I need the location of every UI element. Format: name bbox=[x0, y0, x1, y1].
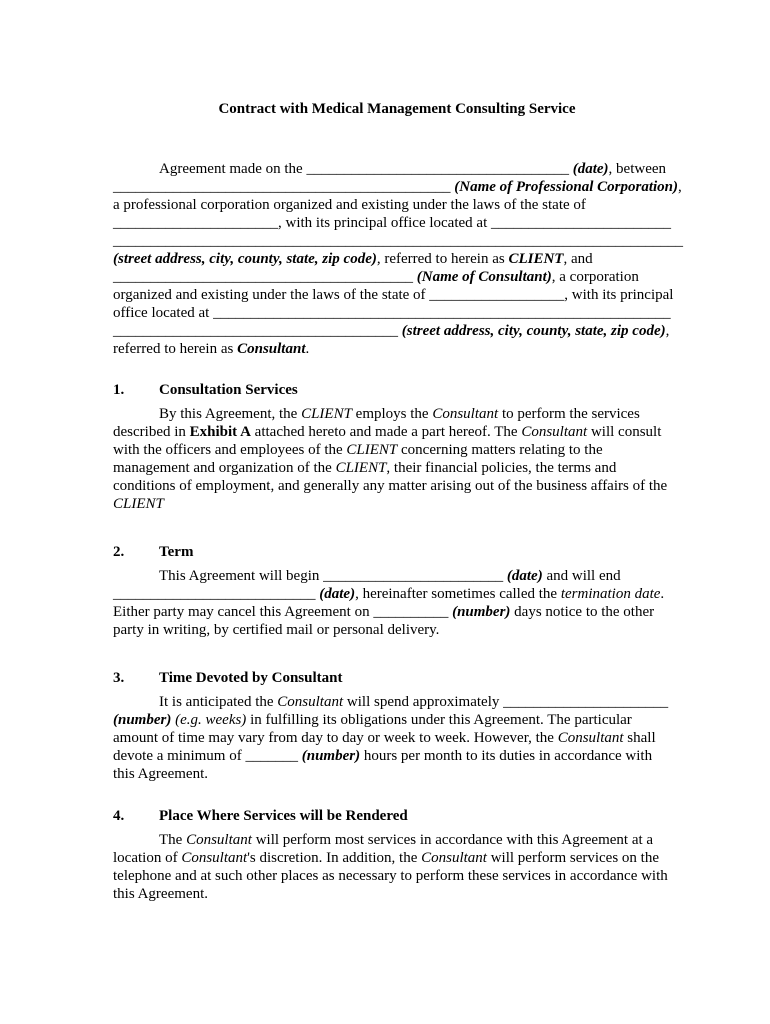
intro-line: referred to herein as Consultant. bbox=[113, 341, 310, 357]
section-4-body bbox=[113, 831, 681, 903]
section-line: CLIENT bbox=[113, 496, 164, 512]
section-line: party in writing, by certified mail or personal delivery. bbox=[113, 622, 440, 638]
section-2-body bbox=[113, 567, 681, 639]
section-line: By this Agreement, the CLIENT employs the Consultant to perform the services bbox=[159, 406, 640, 422]
section-line: It is anticipated the Consultant will spend approximately ______________________ bbox=[159, 694, 669, 710]
section-4-heading: 4. Place Where Services will be Rendered bbox=[113, 808, 408, 824]
intro-line: Agreement made on the ___________________________________ (date), between bbox=[159, 161, 667, 177]
section-line: described in Exhibit A attached hereto and made a part hereof. The Consultant will consult bbox=[113, 424, 662, 440]
section-1-heading: 1. Consultation Services bbox=[113, 382, 298, 398]
intro-line: (street address, city, county, state, zip code), referred to herein as CLIENT, and bbox=[113, 251, 593, 267]
intro-line: _____________________________________________ (Name of Professional Corporation), bbox=[113, 179, 682, 195]
section-line: conditions of employment, and generally any matter arising out of the business affairs of the bbox=[113, 478, 668, 494]
section-line: Either party may cancel this Agreement on __________ (number) days notice to the other bbox=[113, 604, 655, 620]
intro-paragraph bbox=[113, 160, 681, 358]
section-line: This Agreement will begin ________________________ (date) and will end bbox=[159, 568, 621, 584]
intro-line: a professional corporation organized and existing under the laws of the state of bbox=[113, 197, 586, 213]
section-2-heading: 2. Term bbox=[113, 544, 194, 560]
intro-line: ______________________________________ (street address, city, county, state, zip code), bbox=[113, 323, 670, 339]
section-line: ___________________________ (date), hereinafter sometimes called the termination date. bbox=[113, 586, 665, 602]
intro-line: ________________________________________ (Name of Consultant), a corporation bbox=[113, 269, 639, 285]
section-1-body bbox=[113, 405, 681, 513]
section-3-body bbox=[113, 693, 681, 783]
section-line: The Consultant will perform most services in accordance with this Agreement at a bbox=[159, 832, 654, 848]
section-3-heading: 3. Time Devoted by Consultant bbox=[113, 670, 343, 686]
section-line: management and organization of the CLIENT, their financial policies, the terms and bbox=[113, 460, 617, 476]
section-line: amount of time may vary from day to day or week to week. However, the Consultant shall bbox=[113, 730, 656, 746]
section-line: devote a minimum of _______ (number) hours per month to its duties in accordance with bbox=[113, 748, 653, 764]
document-title: Contract with Medical Management Consulting Service bbox=[218, 101, 576, 117]
intro-line: ______________________, with its principal office located at ________________________ bbox=[113, 215, 671, 231]
intro-line: organized and existing under the laws of the state of __________________, with its principal bbox=[113, 287, 674, 303]
section-line: (number) (e.g. weeks) in fulfilling its obligations under this Agreement. The particular bbox=[113, 712, 632, 728]
section-line: this Agreement. bbox=[113, 766, 208, 782]
section-line: telephone and at such other places as necessary to perform these services in accordance with bbox=[113, 868, 668, 884]
section-line: with the officers and employees of the CLIENT concerning matters relating to the bbox=[113, 442, 603, 458]
section-line: this Agreement. bbox=[113, 886, 208, 902]
section-line: location of Consultant's discretion. In addition, the Consultant will perform services on the bbox=[113, 850, 659, 866]
intro-line: office located at _____________________________________________________________ bbox=[113, 305, 671, 321]
intro-line: ____________________________________________________________________________ bbox=[113, 233, 683, 249]
